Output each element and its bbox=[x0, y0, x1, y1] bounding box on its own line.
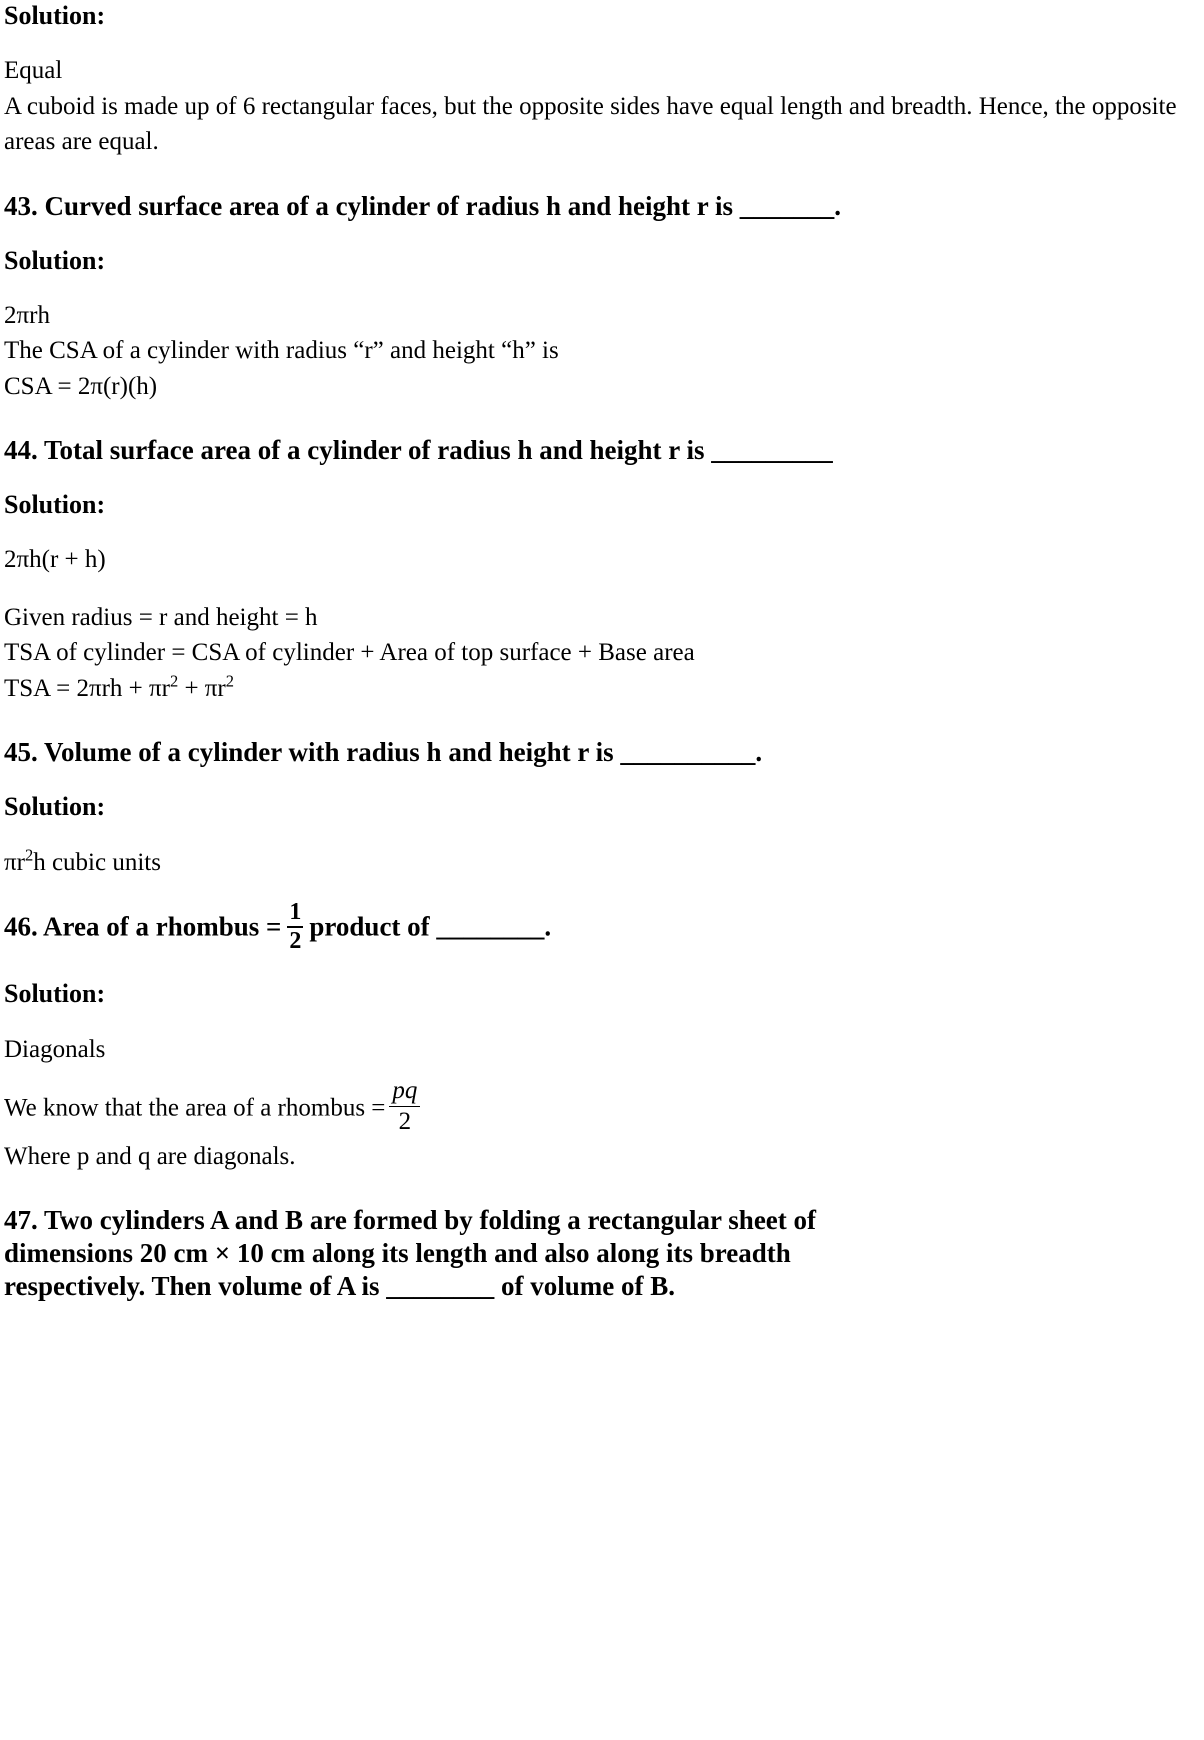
question-46-part1: 46. Area of a rhombus = bbox=[4, 911, 282, 942]
one-half-fraction bbox=[287, 900, 303, 954]
question-heading-46 bbox=[4, 899, 1196, 956]
solution-block-42 bbox=[4, 0, 1196, 160]
volume-exponent: 2 bbox=[24, 845, 34, 865]
question-heading-47 bbox=[4, 1204, 1196, 1303]
solution-explanation: A cuboid is made up of 6 rectangular faces, but the opposite sides have equal length and breadth. Hence, the opposite areas are equal. bbox=[4, 92, 1177, 156]
solution-given-44: Given radius = r and height = h bbox=[4, 603, 318, 631]
question-46-part2: product of ________. bbox=[309, 911, 552, 942]
solution-explanation-43-line1: The CSA of a cylinder with radius “r” and height “h” is bbox=[4, 337, 559, 365]
fraction-numerator: 1 bbox=[289, 899, 302, 926]
question-block-45 bbox=[4, 736, 1196, 880]
question-47-line2: dimensions 20 cm × 10 cm along its length and also along its breadth bbox=[4, 1238, 791, 1269]
solution-explanation-43-line2: CSA = 2π(r)(h) bbox=[4, 372, 158, 400]
pq-denominator: 2 bbox=[398, 1108, 412, 1136]
solution-label-46: Solution: bbox=[4, 979, 106, 1009]
volume-formula-suffix: h cubic units bbox=[33, 848, 161, 876]
rhombus-formula-prefix: We know that the area of a rhombus = bbox=[4, 1094, 386, 1122]
question-block-46 bbox=[4, 899, 1196, 1174]
pq-over-2-fraction bbox=[389, 1078, 420, 1136]
solution-answer: Equal bbox=[4, 57, 63, 85]
solution-rhombus-formula-46 bbox=[4, 1077, 1196, 1139]
solution-label-43: Solution: bbox=[4, 245, 106, 275]
fraction-denominator: 2 bbox=[289, 928, 302, 955]
question-47-line3: respectively. Then volume of A is ________ of volume of B. bbox=[4, 1271, 675, 1301]
tsa-formula-mid: + πr bbox=[178, 674, 226, 702]
tsa-exponent-1: 2 bbox=[169, 671, 179, 691]
question-block-44 bbox=[4, 434, 1196, 706]
question-heading-45: 45. Volume of a cylinder with radius h and height r is __________. bbox=[4, 737, 763, 768]
solution-label-45: Solution: bbox=[4, 792, 106, 822]
question-block-47 bbox=[4, 1204, 1196, 1303]
question-47-line1: 47. Two cylinders A and B are formed by folding a rectangular sheet of bbox=[4, 1205, 817, 1236]
tsa-formula-prefix: TSA = 2πrh + πr bbox=[4, 674, 170, 702]
solution-answer-45 bbox=[4, 845, 1196, 881]
solution-tsa-formula-44 bbox=[4, 671, 1196, 707]
question-heading-44: 44. Total surface area of a cylinder of radius h and height r is _________ bbox=[4, 435, 833, 466]
volume-formula-prefix: πr bbox=[4, 848, 25, 876]
solution-label: Solution: bbox=[4, 1, 106, 30]
question-heading-43: 43. Curved surface area of a cylinder of radius h and height r is _______. bbox=[4, 190, 842, 221]
solution-where-46: Where p and q are diagonals. bbox=[4, 1142, 296, 1170]
solution-label-44: Solution: bbox=[4, 490, 106, 520]
tsa-exponent-2: 2 bbox=[225, 671, 234, 691]
solution-answer-44: 2πh(r + h) bbox=[4, 546, 106, 574]
solution-answer-46: Diagonals bbox=[4, 1035, 106, 1063]
solution-answer-43: 2πrh bbox=[4, 301, 50, 329]
pq-fraction-bar bbox=[389, 1106, 420, 1107]
pq-numerator: pq bbox=[392, 1077, 418, 1105]
solution-tsa-words-44: TSA of cylinder = CSA of cylinder + Area of top surface + Base area bbox=[4, 639, 695, 667]
question-block-43 bbox=[4, 190, 1196, 405]
